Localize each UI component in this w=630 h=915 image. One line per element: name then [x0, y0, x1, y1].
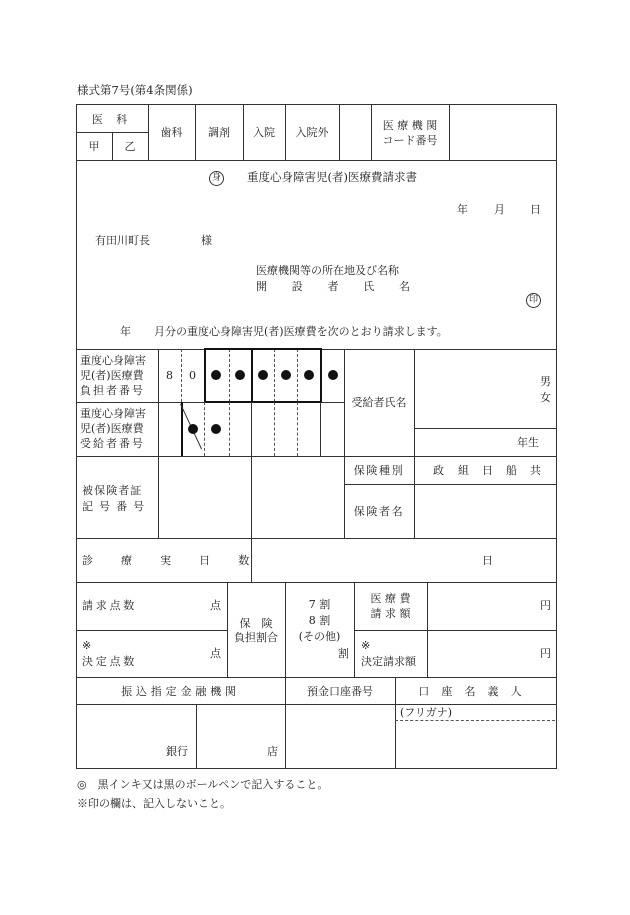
form-title: 重度心身障害児(者)医療費請求書: [247, 170, 417, 184]
account-holder-label: 口座名義人: [418, 685, 534, 698]
form-number: 様式第7号(第4条関係): [77, 83, 193, 97]
insurance-card-label-2: 記号番号: [82, 500, 151, 513]
burden-dot: [258, 370, 268, 380]
ratio-unit: 割: [338, 647, 349, 660]
note-2: ※印の欄は、記入しないこと。: [77, 797, 231, 810]
insurance-type-kyo: 共: [530, 464, 541, 477]
recipient-no-label-3: 受給者番号: [80, 437, 145, 450]
recipient-no-label-1: 重度心身障害: [80, 407, 146, 420]
nyuingai-label: 入院外: [295, 126, 329, 139]
code-label-2: コード番号: [382, 134, 438, 147]
addressee-honorific: 様: [201, 234, 212, 247]
frame-right: [556, 104, 557, 769]
male-label: 男: [540, 375, 551, 388]
branch-unit: 店: [267, 745, 278, 758]
frame-bottom: [76, 768, 557, 769]
kou-label: 甲: [88, 140, 100, 153]
burden-label-3: 負担者番号: [80, 384, 145, 397]
request-year: 年: [120, 325, 131, 338]
insurance-type-kumi: 組: [458, 464, 469, 477]
shika-label: 歯科: [160, 126, 183, 139]
chouzai-label: 調剤: [208, 126, 230, 139]
frame-left: [76, 104, 77, 769]
date-year: 年: [457, 203, 468, 216]
insurance-card-label-1: 被保険者証: [82, 484, 143, 497]
addressee-name: 有田川町長: [95, 234, 150, 247]
decided-points-unit: 点: [210, 647, 221, 660]
burden-dot: [281, 370, 291, 380]
nyuin-label: 入院: [253, 126, 275, 139]
date-day: 日: [530, 203, 541, 216]
decided-request-yen: 円: [540, 647, 551, 660]
fee-label-1: 医 療 費: [370, 592, 411, 605]
decided-request-label: 決定請求額: [361, 655, 416, 668]
date-month: 月: [494, 203, 505, 216]
recipient-name-label: 受給者氏名: [351, 396, 407, 409]
request-points-unit: 点: [210, 599, 221, 612]
bank-label: 振込指定金融機関: [121, 685, 240, 698]
ratio-label-1: 保 険: [239, 617, 273, 630]
burden-digit-0: 0: [189, 369, 196, 382]
burden-label-2: 児(者)医療費: [80, 369, 144, 382]
female-label: 女: [540, 391, 551, 404]
treatment-days-unit: 日: [482, 554, 493, 567]
code-label-1: 医 療 機 関: [382, 119, 438, 132]
burden-label-1: 重度心身障害: [80, 354, 146, 367]
ratio-label-2: 負担割合: [234, 631, 278, 644]
request-points-label: 請求点数: [82, 599, 137, 612]
ratio-7: 7 割: [308, 598, 331, 611]
ratio-other: (その他): [298, 630, 341, 643]
insurance-type-nichi: 日: [482, 464, 493, 477]
burden-dot: [235, 370, 245, 380]
insurance-type-label: 保険種別: [353, 464, 405, 477]
treatment-days-label: 診療実日数: [82, 554, 278, 567]
birth-year-label: 年生: [517, 436, 539, 449]
decided-points-mark: ※: [82, 639, 92, 652]
fee-yen: 円: [540, 599, 551, 612]
circle-mark: 身: [209, 171, 224, 186]
decided-request-mark: ※: [361, 639, 371, 652]
burden-digit-8: 8: [166, 369, 173, 382]
burden-dot: [328, 370, 338, 380]
furigana-label: (フリガナ): [400, 706, 453, 719]
otsu-label: 乙: [124, 140, 136, 153]
insurance-type-sei: 政: [433, 464, 444, 477]
seal-mark: 印: [526, 293, 541, 308]
ika-label: 医 科: [91, 113, 133, 126]
recipient-dot: [188, 424, 198, 434]
recipient-no-label-2: 児(者)医療費: [80, 422, 144, 435]
ratio-8: 8 割: [308, 614, 331, 627]
insurance-type-sen: 船: [506, 464, 517, 477]
decided-points-label: 決定点数: [82, 655, 137, 668]
recipient-dot: [211, 424, 221, 434]
institution-address-label: 医療機関等の所在地及び名称: [256, 264, 399, 277]
fee-label-2: 請 求 額: [370, 607, 411, 620]
burden-dot: [211, 370, 221, 380]
bank-unit: 銀行: [166, 745, 188, 758]
request-sentence: 月分の重度心身障害児(者)医療費を次のとおり請求します。: [154, 325, 448, 338]
account-number-label: 預金口座番号: [307, 685, 373, 698]
insurer-name-label: 保険者名: [353, 505, 405, 518]
burden-dot: [304, 370, 314, 380]
founder-label: 開設者氏名: [256, 280, 435, 293]
note-1: ◎ 黒インキ又は黒のボールペンで記入すること。: [77, 778, 329, 791]
